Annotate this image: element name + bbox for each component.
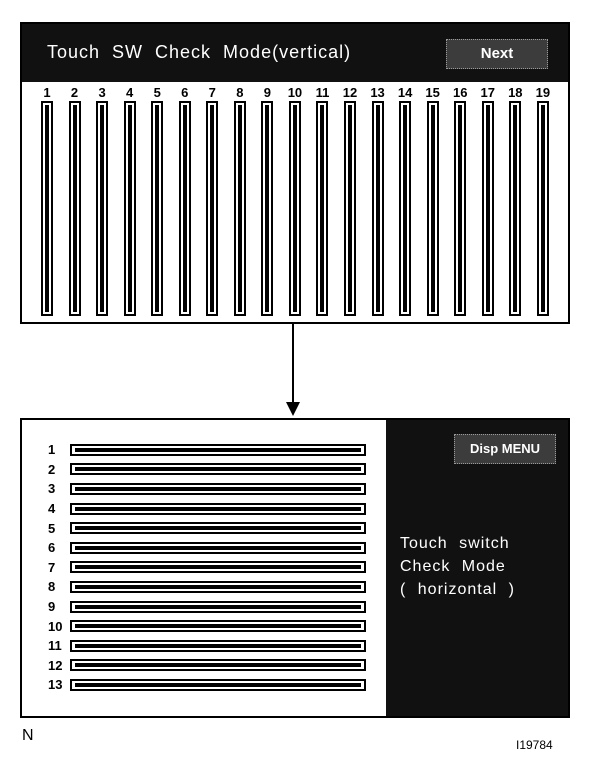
horizontal-touch-zone[interactable] bbox=[70, 581, 366, 593]
horizontal-strip-number: 5 bbox=[48, 520, 56, 536]
horizontal-strip-number: 8 bbox=[48, 579, 56, 595]
vertical-strip-number: 18 bbox=[508, 85, 523, 100]
vertical-strip bbox=[367, 84, 389, 316]
vertical-strip bbox=[422, 84, 444, 316]
caption-line-2: Check Mode bbox=[400, 558, 506, 575]
horizontal-strip bbox=[48, 499, 393, 519]
horizontal-strip bbox=[48, 479, 393, 499]
vertical-touch-zone[interactable] bbox=[96, 101, 108, 316]
vertical-strip bbox=[449, 84, 471, 316]
caption-line-1: Touch switch bbox=[400, 535, 510, 552]
vertical-strip-number: 14 bbox=[397, 85, 413, 100]
vertical-strip-number: 11 bbox=[315, 85, 330, 100]
horizontal-strip bbox=[48, 440, 393, 460]
vertical-strip bbox=[532, 84, 554, 316]
horizontal-strip-number: 11 bbox=[48, 638, 62, 654]
vertical-touch-zone[interactable] bbox=[179, 101, 191, 316]
vertical-screen-title: Touch SW Check Mode(vertical) bbox=[47, 42, 352, 62]
vertical-strip-number: 9 bbox=[263, 85, 271, 100]
horizontal-strip-number: 1 bbox=[48, 442, 56, 458]
vertical-touch-zone[interactable] bbox=[206, 101, 218, 316]
horizontal-strip-number: 10 bbox=[48, 618, 63, 634]
horizontal-touch-zone[interactable] bbox=[70, 542, 366, 554]
horizontal-touch-zone[interactable] bbox=[70, 522, 366, 534]
horizontal-strip bbox=[48, 460, 393, 480]
flow-arrow-head bbox=[286, 402, 300, 416]
vertical-touch-zone[interactable] bbox=[454, 101, 466, 316]
horizontal-strip bbox=[48, 616, 393, 636]
vertical-strip-number: 5 bbox=[153, 85, 161, 100]
vertical-touch-zone[interactable] bbox=[261, 101, 273, 316]
vertical-touch-zone[interactable] bbox=[316, 101, 328, 316]
horizontal-strip-number: 3 bbox=[48, 481, 56, 497]
horizontal-strip bbox=[48, 656, 393, 676]
horizontal-touch-zone[interactable] bbox=[70, 620, 366, 632]
vertical-touch-zone[interactable] bbox=[41, 101, 53, 316]
vertical-strip bbox=[201, 84, 223, 316]
horizontal-touch-zone[interactable] bbox=[70, 444, 366, 456]
horizontal-strip-number: 9 bbox=[48, 599, 56, 615]
vertical-strip bbox=[91, 84, 113, 316]
vertical-screen-header bbox=[22, 24, 568, 82]
vertical-check-screen bbox=[20, 22, 570, 324]
vertical-strip-number: 8 bbox=[236, 85, 244, 100]
horizontal-strip-number: 6 bbox=[48, 540, 56, 556]
vertical-strip-number: 13 bbox=[370, 85, 385, 100]
vertical-touch-zone[interactable] bbox=[509, 101, 521, 316]
next-button[interactable]: Next bbox=[446, 39, 548, 69]
horizontal-screen-caption bbox=[400, 532, 515, 601]
horizontal-strip bbox=[48, 636, 393, 656]
horizontal-touch-zone[interactable] bbox=[70, 601, 366, 613]
vertical-touch-zone[interactable] bbox=[344, 101, 356, 316]
horizontal-strip-group bbox=[48, 440, 393, 695]
vertical-touch-zone[interactable] bbox=[69, 101, 81, 316]
vertical-strip bbox=[339, 84, 361, 316]
horizontal-strip bbox=[48, 675, 393, 695]
horizontal-screen-side-panel bbox=[386, 420, 568, 716]
vertical-strip-number: 12 bbox=[342, 85, 358, 100]
disp-menu-button[interactable]: Disp MENU bbox=[454, 434, 556, 464]
vertical-touch-zone[interactable] bbox=[234, 101, 246, 316]
horizontal-touch-zone[interactable] bbox=[70, 503, 366, 515]
horizontal-strip-number: 13 bbox=[48, 677, 63, 693]
horizontal-strip-number: 12 bbox=[48, 657, 63, 673]
vertical-touch-zone[interactable] bbox=[124, 101, 136, 316]
vertical-strip-number: 3 bbox=[98, 85, 106, 100]
horizontal-touch-zone[interactable] bbox=[70, 463, 366, 475]
vertical-strip-number: 19 bbox=[535, 85, 551, 100]
vertical-strip-group bbox=[36, 84, 554, 316]
vertical-strip-number: 2 bbox=[70, 85, 79, 100]
vertical-touch-zone[interactable] bbox=[399, 101, 411, 316]
vertical-strip bbox=[146, 84, 168, 316]
vertical-strip bbox=[504, 84, 526, 316]
vertical-strip-number: 7 bbox=[208, 85, 216, 100]
vertical-strip bbox=[119, 84, 141, 316]
vertical-touch-zone[interactable] bbox=[372, 101, 384, 316]
vertical-strip bbox=[64, 84, 86, 316]
horizontal-strip bbox=[48, 538, 393, 558]
horizontal-touch-zone[interactable] bbox=[70, 679, 366, 691]
figure-id: I19784 bbox=[516, 738, 553, 752]
vertical-strip bbox=[36, 84, 58, 316]
vertical-strip-number: 15 bbox=[425, 85, 440, 100]
horizontal-strip-number: 4 bbox=[48, 501, 56, 517]
horizontal-check-screen bbox=[20, 418, 570, 718]
vertical-strip bbox=[311, 84, 333, 316]
horizontal-strip-number: 2 bbox=[48, 461, 56, 477]
vertical-strip bbox=[284, 84, 306, 316]
vertical-strip-number: 17 bbox=[480, 85, 495, 100]
caption-line-3: ( horizontal ) bbox=[400, 581, 515, 598]
vertical-strip-number: 16 bbox=[452, 85, 468, 100]
vertical-touch-zone[interactable] bbox=[151, 101, 163, 316]
horizontal-touch-zone[interactable] bbox=[70, 561, 366, 573]
vertical-strip-number: 1 bbox=[43, 85, 51, 100]
horizontal-strip bbox=[48, 577, 393, 597]
vertical-touch-zone[interactable] bbox=[482, 101, 494, 316]
horizontal-strip bbox=[48, 518, 393, 538]
corner-label: N bbox=[22, 727, 34, 744]
vertical-touch-zone[interactable] bbox=[289, 101, 301, 316]
vertical-strip bbox=[174, 84, 196, 316]
vertical-strip bbox=[256, 84, 278, 316]
horizontal-strip bbox=[48, 597, 393, 617]
vertical-strip bbox=[229, 84, 251, 316]
horizontal-touch-zone[interactable] bbox=[70, 483, 366, 495]
horizontal-strip bbox=[48, 558, 393, 578]
vertical-touch-zone[interactable] bbox=[537, 101, 549, 316]
horizontal-touch-zone[interactable] bbox=[70, 640, 366, 652]
vertical-strip-number: 6 bbox=[181, 85, 189, 100]
vertical-strip bbox=[394, 84, 416, 316]
vertical-strip-number: 10 bbox=[287, 85, 303, 100]
flow-arrow-line bbox=[292, 324, 294, 404]
horizontal-touch-zone[interactable] bbox=[70, 659, 366, 671]
vertical-strip bbox=[477, 84, 499, 316]
vertical-strip-number: 4 bbox=[126, 85, 134, 100]
vertical-touch-zone[interactable] bbox=[427, 101, 439, 316]
horizontal-strip-number: 7 bbox=[48, 559, 56, 575]
